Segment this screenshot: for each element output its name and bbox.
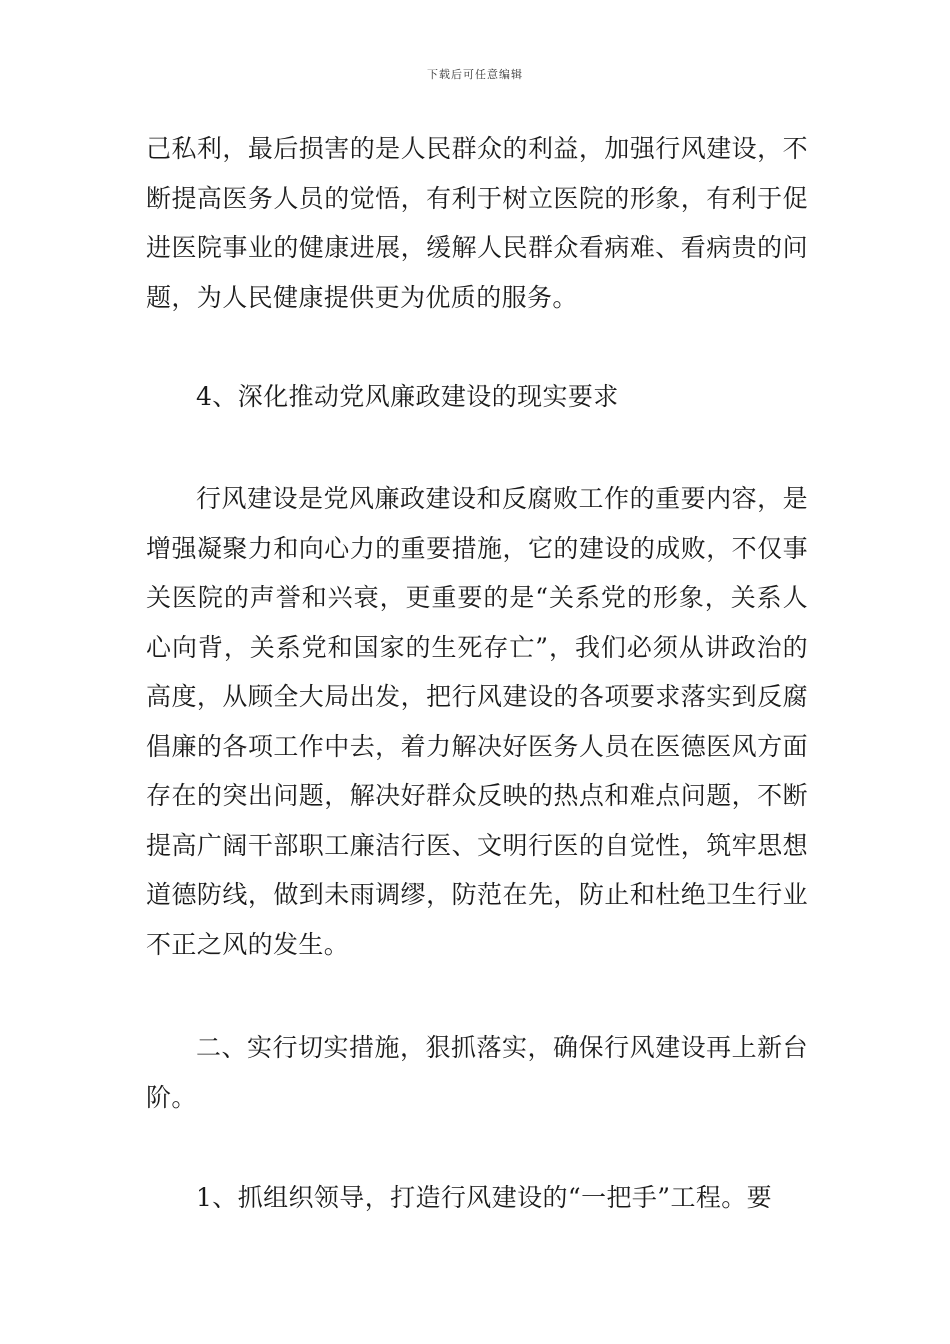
paragraph-leadership: 1、抓组织领导，打造行风建设的“一把手”工程。要 [196,1183,773,1212]
paragraph-continuation: 己私利，最后损害的是人民群众的利益，加强行风建设，不断提高医务人员的觉悟，有利于树立医院的形象，有利于促进医院事业的健康进展，缓解人民群众看病难、看病贵的问题，为人民健康提供更为优质的服务。 [146,134,808,312]
section-heading-4: 4、深化推动党风廉政建设的现实要求 [196,382,619,411]
section-heading-two: 二、实行切实措施，狠抓落实，确保行风建设再上新台阶。 [146,1033,808,1112]
paragraph-conduct-building: 行风建设是党风廉政建设和反腐败工作的重要内容，是增强凝聚力和向心力的重要措施，它的建设的成败，不仅事关医院的声誉和兴衰，更重要的是“关系党的形象，关系人心向背，关系党和国家的生死存亡”，我们必须从讲政治的高度，从顾全大局出发，把行风建设的各项要求落实到反腐倡廉的各项工作中去，着力解决好医务人员在医德医风方面存在的突出问题，解决好群众反映的热点和难点问题，不断提高广阔干部职工廉洁行医、文明行医的自觉性，筑牢思想道德防线，做到未雨调缪，防范在先，防止和杜绝卫生行业不正之风的发生。 [146,484,808,959]
page-header: 下载后可任意编辑 [427,68,523,81]
